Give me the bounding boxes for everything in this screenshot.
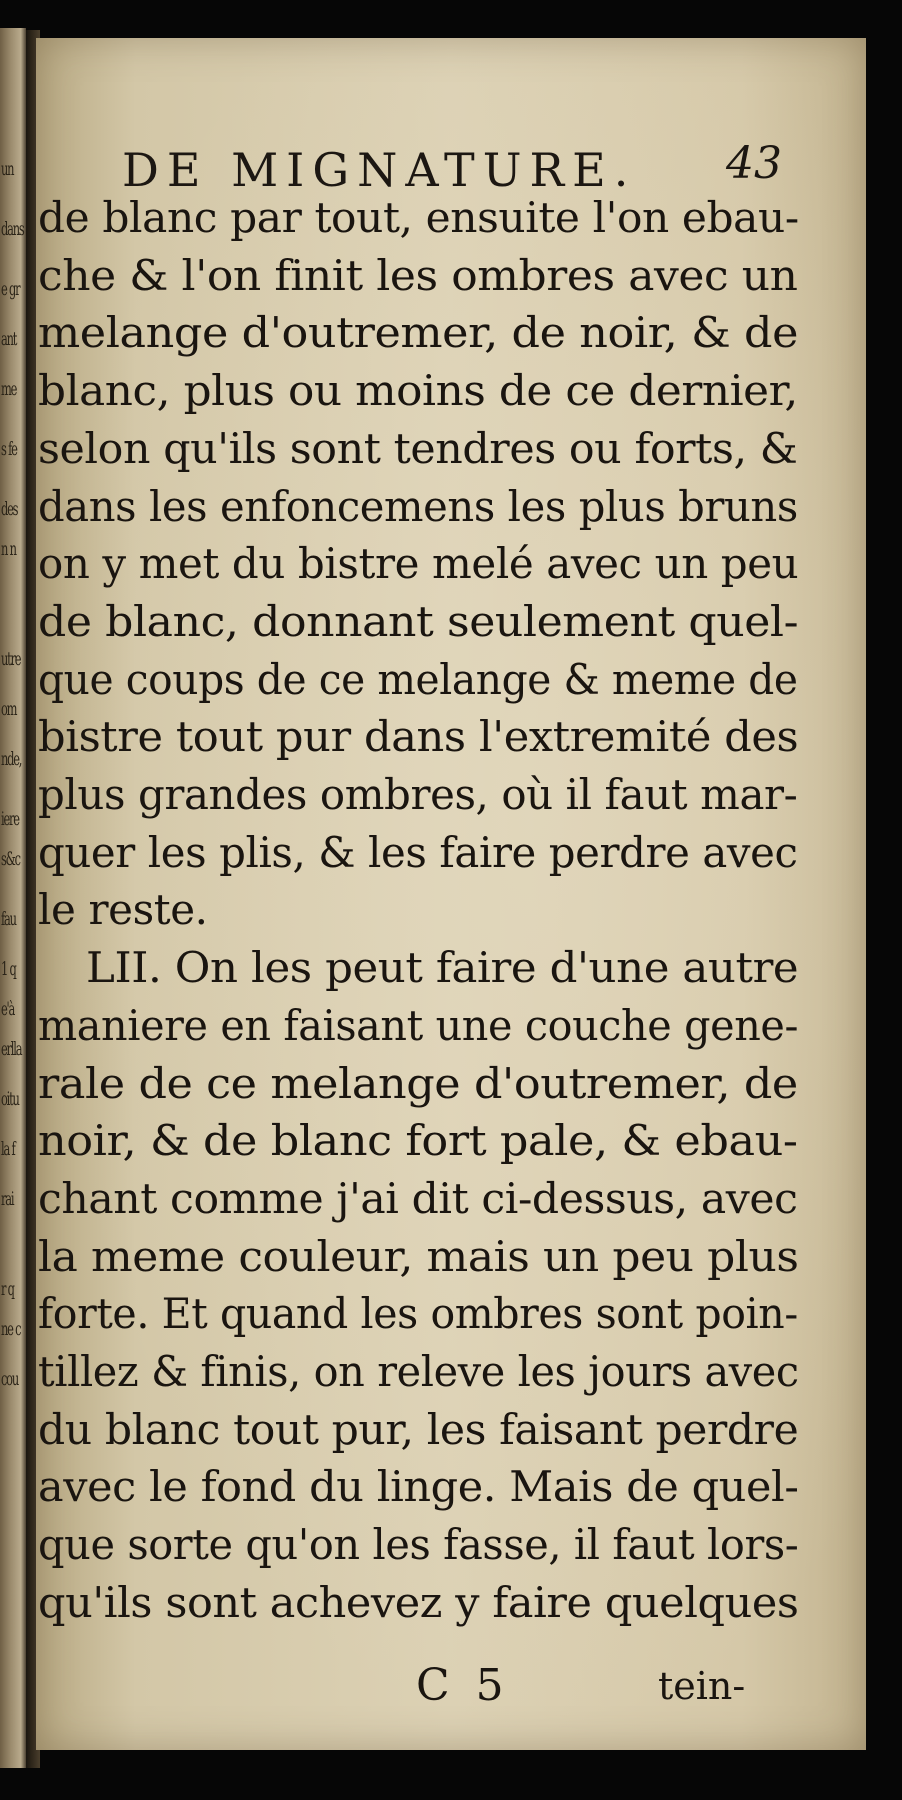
text-line: que coups de ce melange & meme de — [38, 654, 798, 704]
left-page-text-fragment: fau — [1, 908, 16, 930]
text-line: on y met du bistre melé avec un peu — [38, 539, 799, 589]
text-line: quer les plis, & les faire perdre avec — [38, 827, 798, 877]
running-head: DE MIGNATURE. — [122, 143, 637, 197]
text-line: bistre tout pur dans l'extremité des — [38, 712, 799, 762]
text-line: de blanc, donnant seulement quel- — [38, 596, 799, 646]
left-page-text-fragment: s&c — [1, 848, 20, 870]
left-page-text-fragment: r q — [1, 1278, 14, 1300]
text-line: la meme couleur, mais un peu plus — [38, 1231, 799, 1281]
left-page-text-fragment: ant — [1, 328, 17, 350]
text-line: le reste. — [38, 885, 208, 935]
text-line: selon qu'ils sont tendres ou forts, & — [38, 423, 798, 473]
text-line: que sorte qu'on les fasse, il faut lors- — [38, 1520, 799, 1570]
catchword: tein- — [658, 1664, 746, 1708]
left-page-text-fragment: s fe — [1, 438, 17, 460]
left-page-text-fragment: oitu — [1, 1088, 19, 1110]
page-number: 43 — [726, 138, 782, 189]
previous-page-edge — [0, 28, 26, 1768]
left-page-text-fragment: 1 q — [1, 958, 16, 980]
left-page-text-fragment: me — [1, 378, 17, 400]
text-line: de blanc par tout, ensuite l'on ebau- — [38, 193, 799, 242]
text-line: qu'ils sont achevez y faire quelques — [38, 1577, 799, 1627]
text-line: LII. On les peut faire d'une autre — [86, 943, 799, 993]
text-line: chant comme j'ai dit ci-dessus, avec — [38, 1173, 798, 1223]
text-line: che & l'on finit les ombres avec un — [38, 250, 798, 300]
left-page-text-fragment: n n — [1, 538, 16, 560]
left-page-text-fragment: e'à — [1, 998, 15, 1020]
text-line: rale de ce melange d'outremer, de — [38, 1058, 798, 1108]
text-line: plus grandes ombres, où il faut mar- — [38, 770, 798, 819]
signature-mark: C 5 — [416, 1660, 510, 1711]
text-line: blanc, plus ou moins de ce dernier, — [38, 366, 798, 416]
left-page-text-fragment: om — [1, 698, 17, 720]
left-page-text-fragment: e gr — [1, 278, 20, 300]
left-page-text-fragment: rai — [1, 1188, 14, 1210]
left-page-text-fragment: ne c — [1, 1318, 21, 1340]
left-page-text-fragment: la f — [1, 1138, 15, 1160]
text-line: tillez & finis, on releve les jours avec — [38, 1347, 799, 1396]
left-page-text-fragment: cou — [1, 1368, 18, 1390]
text-line: du blanc tout pur, les faisant perdre — [38, 1404, 799, 1454]
left-page-text-fragment: dans — [1, 218, 24, 240]
left-page-text-fragment: nde, — [1, 748, 22, 770]
text-line: dans les enfoncemens les plus bruns — [38, 481, 798, 531]
left-page-text-fragment: des — [1, 498, 18, 520]
left-page-text-fragment: erlla — [1, 1038, 22, 1060]
text-line: maniere en faisant une couche gene- — [38, 1000, 799, 1050]
text-line: forte. Et quand les ombres sont poin- — [38, 1289, 798, 1339]
left-page-text-fragment: utre — [1, 648, 21, 670]
left-page-text-fragment: un — [1, 158, 14, 180]
text-line: avec le fond du linge. Mais de quel- — [38, 1462, 799, 1512]
left-page-text-fragment: iere — [1, 808, 19, 830]
book-page — [36, 38, 866, 1750]
text-line: noir, & de blanc fort pale, & ebau- — [38, 1116, 798, 1166]
text-line: melange d'outremer, de noir, & de — [38, 308, 799, 358]
